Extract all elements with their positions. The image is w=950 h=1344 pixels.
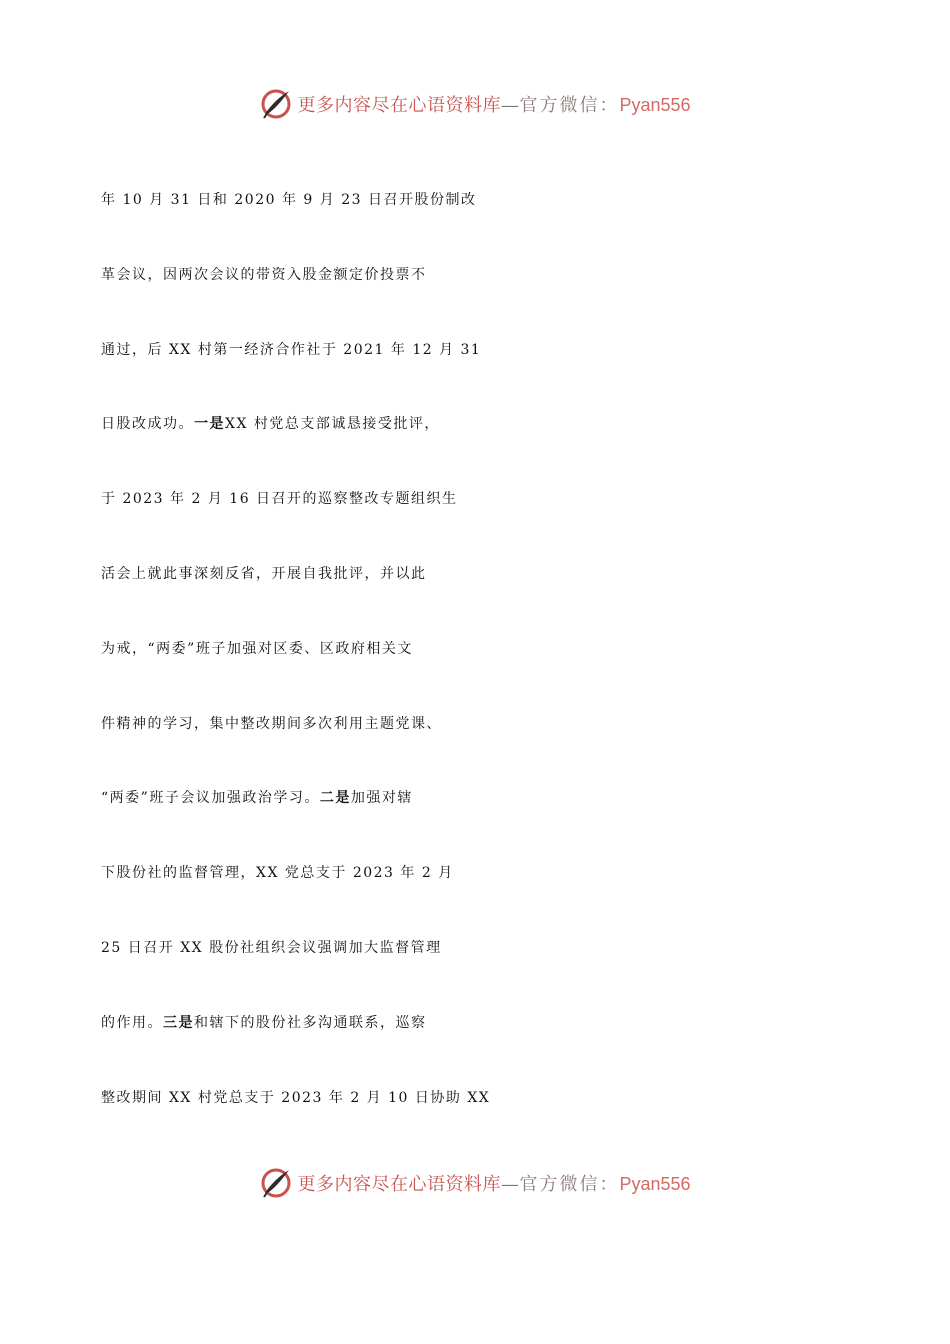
quill-pen-logo-icon — [259, 87, 293, 121]
text-line — [101, 687, 861, 762]
quill-pen-logo-icon — [259, 1166, 293, 1200]
text-segment: 和辖下的股份社多沟通联系，巡察 — [194, 1014, 427, 1031]
text-segment: 革会议，因两次会议的带资入股金额定价投票不 — [101, 266, 427, 283]
text-segment: 整改期间 XX 村党总支于 2023 年 2 月 10 日协助 XX — [101, 1089, 491, 1106]
text-line — [101, 462, 861, 537]
text-line — [101, 387, 861, 462]
emphasis-text: 一是 — [194, 416, 225, 433]
footer-banner-text: 更多内容尽在心语资料库—官方微信：Pyan556 — [297, 1174, 691, 1195]
emphasis-text: 二是 — [319, 790, 351, 807]
text-segment: 25 日召开 XX 股份社组织会议强调加大监督管理 — [101, 939, 442, 956]
footer-banner — [0, 1163, 950, 1203]
text-line — [101, 537, 861, 612]
text-line — [101, 1061, 861, 1136]
text-segment: 加强对辖 — [350, 790, 413, 807]
text-segment: 于 2023 年 2 月 16 日召开的巡察整改专题组织生 — [101, 491, 458, 508]
text-line — [101, 238, 861, 313]
text-segment: 通过，后 XX 村第一经济合作社于 2021 年 12 月 31 — [101, 341, 482, 358]
text-line — [101, 163, 861, 238]
text-segment: 为戒，“两委”班子加强对区委、区政府相关文 — [101, 640, 413, 657]
text-line — [101, 836, 861, 911]
text-segment: XX 村党总支部诚恳接受批评， — [225, 416, 440, 433]
text-line — [101, 986, 861, 1061]
text-segment: 下股份社的监督管理，XX 党总支于 2023 年 2 月 — [101, 865, 454, 882]
header-banner-text: 更多内容尽在心语资料库—官方微信：Pyan556 — [297, 95, 691, 116]
text-segment: 的作用。 — [101, 1014, 163, 1031]
text-line — [101, 612, 861, 687]
text-segment: 年 10 月 31 日和 2020 年 9 月 23 日召开股份制改 — [101, 192, 477, 208]
text-segment: “两委”班子会议加强政治学习。 — [101, 790, 320, 807]
text-line — [101, 313, 861, 388]
text-segment: 日股改成功。 — [101, 416, 194, 433]
header-banner — [0, 84, 950, 124]
emphasis-text: 三是 — [163, 1014, 194, 1031]
text-line — [101, 761, 861, 836]
document-body — [101, 163, 861, 1135]
text-line — [101, 911, 861, 986]
text-segment: 件精神的学习，集中整改期间多次利用主题党课、 — [101, 715, 442, 732]
text-segment: 活会上就此事深刻反省，开展自我批评，并以此 — [101, 565, 427, 582]
